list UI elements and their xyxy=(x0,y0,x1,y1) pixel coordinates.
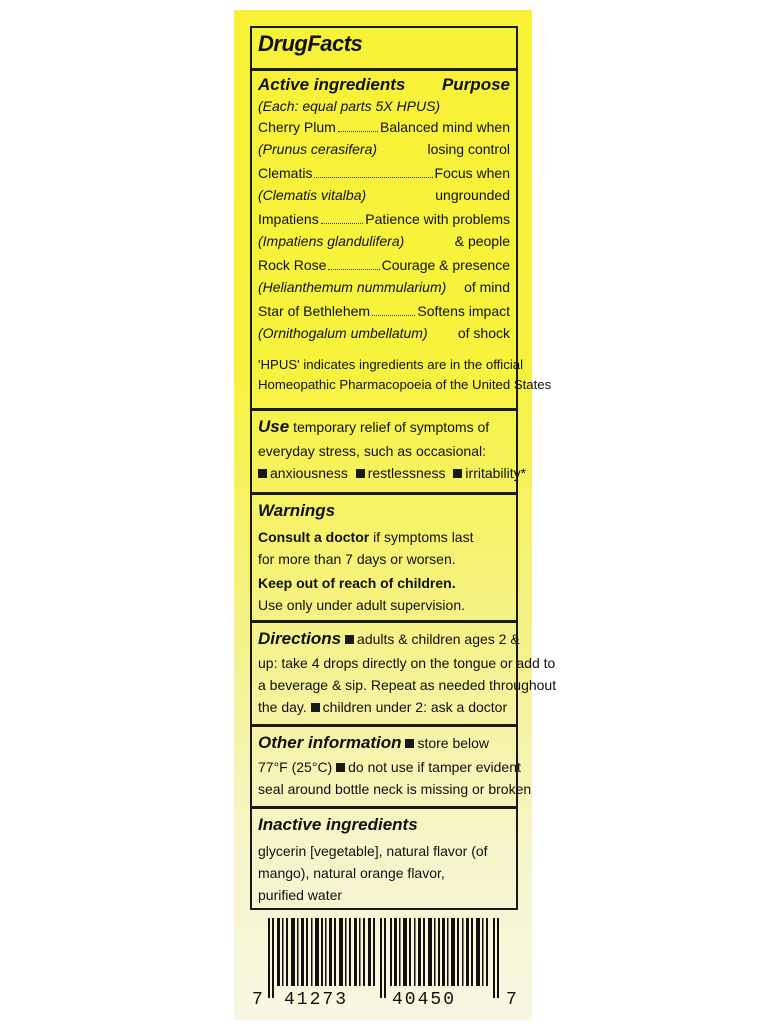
bullet-icon xyxy=(258,469,267,478)
ingredient-purpose: Softens impact xyxy=(417,303,510,319)
bullet-icon xyxy=(336,763,345,772)
ingredient-row xyxy=(258,117,510,137)
ingredient-latin: (Helianthemum nummularium) xyxy=(258,279,447,295)
drug-facts-box xyxy=(250,26,557,910)
ingredient-purpose-cont: losing control xyxy=(427,141,510,157)
ingredient-purpose-cont: of shock xyxy=(457,325,510,341)
inactive-ingredients-header: Inactive ingredients xyxy=(258,815,418,834)
ingredient-purpose-cont: & people xyxy=(454,233,510,249)
ingredient-name: Cherry Plum xyxy=(258,119,336,135)
other-line3: seal around bottle neck is missing or broken xyxy=(258,781,532,797)
ingredient-purpose: Courage & presence xyxy=(381,257,510,273)
barcode-right-group: 40450 xyxy=(392,990,457,1010)
barcode-left-group: 41273 xyxy=(284,990,349,1010)
ingredient-row xyxy=(258,301,510,321)
use-line1: temporary relief of symptoms of xyxy=(293,419,490,435)
ingredient-purpose: Focus when xyxy=(434,165,510,181)
ingredient-latin: (Prunus cerasifera) xyxy=(258,141,378,157)
barcode-left-digit: 7 xyxy=(252,990,263,1010)
bullet-icon xyxy=(345,635,354,644)
keep-out-warning: Keep out of reach of children. xyxy=(258,575,456,591)
use-section xyxy=(252,408,527,495)
active-ingredients-note: (Each: equal parts 5X HPUS) xyxy=(258,98,441,114)
barcode-right-digit: 7 xyxy=(506,990,517,1010)
warnings-section xyxy=(252,492,516,623)
ingredient-purpose-cont: ungrounded xyxy=(435,187,510,203)
bullet-icon xyxy=(453,469,462,478)
consult-doctor-text: if symptoms last xyxy=(373,529,474,545)
ingredient-purpose: Balanced mind when xyxy=(380,119,510,135)
use-header: Use xyxy=(258,417,290,436)
other-information-header: Other information xyxy=(258,733,402,752)
directions-line2: up: take 4 drops directly on the tongue or add to xyxy=(258,655,556,671)
hpus-note-line2: Homeopathic Pharmacopoeia of the United States xyxy=(258,377,552,392)
other-line1: store below xyxy=(417,735,490,751)
use-bullets: anxiousness restlessness irritability* xyxy=(258,463,526,483)
ingredient-name: Rock Rose xyxy=(258,257,327,273)
active-ingredients-section xyxy=(252,68,552,411)
consult-doctor-line2: for more than 7 days or worsen. xyxy=(258,551,456,567)
ingredient-name: Star of Bethlehem xyxy=(258,303,371,319)
inactive-line1: glycerin [vegetable], natural flavor (of xyxy=(258,843,488,859)
use-line2: everyday stress, such as occasional: xyxy=(258,443,486,459)
other-information-section xyxy=(252,724,532,809)
active-ingredients-header: Active ingredients xyxy=(258,75,406,94)
ingredient-row xyxy=(258,255,510,275)
ingredient-name: Impatiens xyxy=(258,211,319,227)
bullet-icon xyxy=(311,703,320,712)
consult-doctor-label: Consult a doctor xyxy=(258,529,370,545)
supervision-warning: Use only under adult supervision. xyxy=(258,597,466,613)
directions-section xyxy=(252,620,557,727)
directions-line1: adults & children ages 2 & xyxy=(357,631,520,647)
other-line2a: 77°F (25°C) xyxy=(258,759,333,775)
bullet-icon xyxy=(356,469,365,478)
drug-facts-title: DrugFacts xyxy=(258,31,363,56)
ingredient-purpose-cont: of mind xyxy=(464,279,510,295)
ingredient-row xyxy=(258,209,510,229)
purpose-header: Purpose xyxy=(441,75,510,94)
directions-line4a: the day. xyxy=(258,699,307,715)
ingredient-purpose: Patience with problems xyxy=(365,211,510,227)
hpus-note-line1: 'HPUS' indicates ingredients are in the official xyxy=(258,357,524,372)
ingredient-latin: (Impatiens glandulifera) xyxy=(258,233,405,249)
bullet-icon xyxy=(405,739,414,748)
other-line2b: do not use if tamper evident xyxy=(348,759,521,775)
directions-header: Directions xyxy=(258,629,342,648)
directions-line4b: children under 2: ask a doctor xyxy=(322,699,508,715)
warnings-header: Warnings xyxy=(258,501,336,520)
directions-line3: a beverage & sip. Repeat as needed throughout xyxy=(258,677,557,693)
inactive-line2: mango), natural orange flavor, xyxy=(258,865,445,881)
ingredient-name: Clematis xyxy=(258,165,313,181)
inactive-ingredients-section xyxy=(252,806,516,908)
barcode xyxy=(268,918,500,998)
ingredient-latin: (Ornithogalum umbellatum) xyxy=(258,325,428,341)
inactive-line3: purified water xyxy=(258,887,343,903)
ingredient-row xyxy=(258,163,510,183)
ingredient-latin: (Clematis vitalba) xyxy=(258,187,367,203)
